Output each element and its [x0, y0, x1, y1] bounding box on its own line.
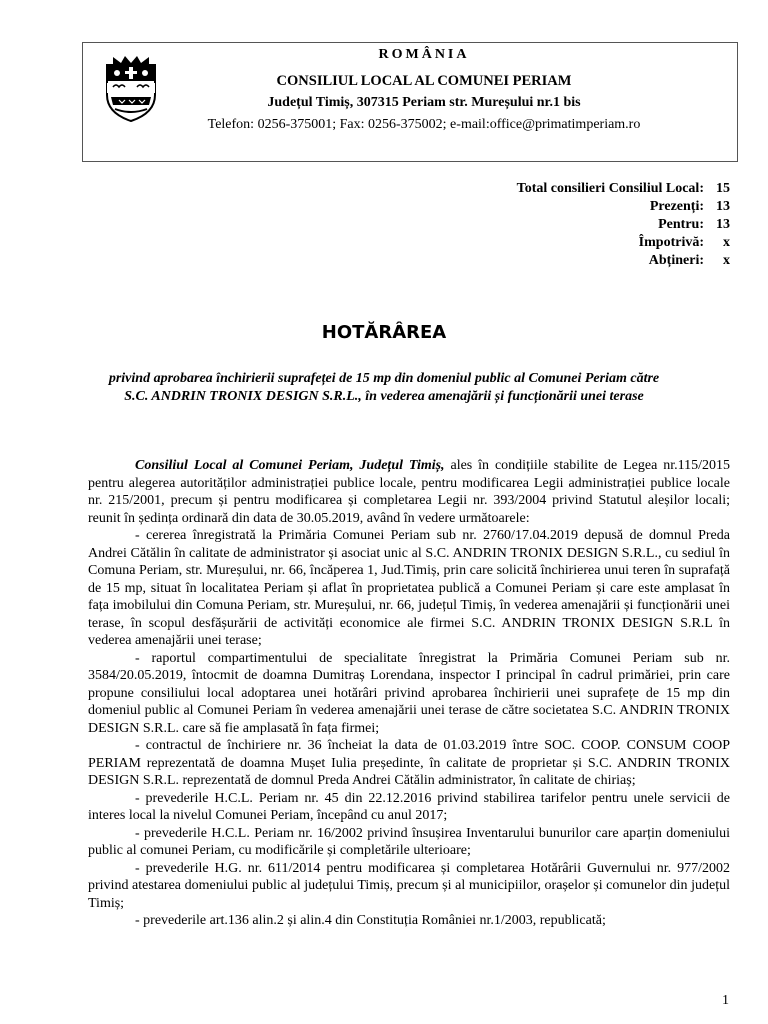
- list-item: - cererea înregistrată la Primăria Comunei Periam sub nr. 2760/17.04.2019 depusă de domnul Preda Andrei Cătălin în calitate de administrator și asociat unic al S.C. ANDRIN TRONIX DESIGN S.R.L., cu sediul în Comuna Periam, str. Mureșului, nr. 66, încăperea 1, Jud.Timiș, prin care solicită închirierea unui teren în suprafață de 15 mp, situat în localitatea Periam și aflat în proprietatea publică a Comunei Periam și care este amplasat în fața imobilului din Comuna Periam, str. Mureșului, nr. 66, județul Timiș, în vederea amenajării și funcționării unei terase, în scopul desfășurării de activități economice ale firmei S.C. ANDRIN TRONIX DESIGN S.R.L în vederea amenajării unei terase;: [88, 528, 730, 648]
- vote-row-for: [517, 216, 730, 234]
- vote-label: Total consilieri Consiliul Local:: [516, 181, 704, 196]
- vote-row-abstain: [517, 252, 730, 270]
- page-number: 1: [722, 993, 729, 1008]
- council-name: CONSILIUL LOCAL AL COMUNEI PERIAM: [276, 73, 572, 89]
- vote-value: x: [723, 235, 730, 250]
- vote-row-present: [517, 198, 730, 216]
- intro-rest: ales în condițiile stabilite de Legea nr.115/2015 pentru alegerea autorităților administrației publice locale, pentru modificarea Legii administrației publice locale nr. 215/2001, precum și pentru modificarea și completarea Legii nr. 393/2004 privind Statutul aleșilor locali; reunit în ședința ordinară din data de 30.05.2019, având în vedere următoarele:: [88, 458, 730, 526]
- list-item: - prevederile H.C.L. Periam nr. 45 din 22.12.2016 privind stabilirea tarifelor pentru unele servicii de interes local la nivelul Comunei Periam, începând cu anul 2017;: [88, 790, 730, 823]
- vote-row-total: [517, 180, 730, 198]
- vote-label: Împotrivă:: [638, 235, 704, 250]
- vote-value: x: [723, 253, 730, 268]
- vote-row-against: [517, 234, 730, 252]
- list-item: - prevederile H.G. nr. 611/2014 pentru modificarea și completarea Hotărârii Guvernului nr. 977/2002 privind atestarea domeniului public al județului Timiș, precum și al municipiilor, orașelor și comunelor din județul Timiș;: [88, 860, 730, 911]
- vote-summary: [517, 180, 730, 270]
- document-subtitle: privind aprobarea închirierii suprafeței de 15 mp din domeniul public al Comunei Periam către S.C. ANDRIN TRONIX DESIGN S.R.L., în vederea amenajării și funcționării unei terase: [108, 371, 660, 404]
- list-item: - prevederile art.136 alin.2 și alin.4 din Constituția României nr.1/2003, republicată;: [135, 913, 606, 928]
- intro-paragraph: [88, 457, 730, 527]
- vote-label: Abțineri:: [648, 253, 704, 268]
- council-address: Județul Timiș, 307315 Periam str. Mureșului nr.1 bis: [267, 95, 581, 110]
- vote-label: Prezenți:: [649, 199, 704, 214]
- document-body: [88, 457, 730, 930]
- document-title: HOTĂRÂREA: [321, 322, 447, 343]
- vote-value: 13: [716, 199, 730, 214]
- list-item: - raportul compartimentului de specialitate înregistrat la Primăria Comunei Periam sub nr. 3584/20.05.2019, întocmit de doamna Dumitraș Lorendana, inspector I principal în cadrul primăriei, prin care propune consiliului local adoptarea unei hotărâri privind aprobarea închirierii unei suprafețe de 15 mp din domeniul public al Comunei Periam în vederea amenajării unei terase de către societatea S.C. ANDRIN TRONIX DESIGN S.R.L. care să fie amplasată în fața firmei;: [88, 650, 730, 736]
- country-heading: ROMÂNIA: [378, 47, 470, 62]
- letterhead-box: [82, 42, 738, 162]
- vote-label: Pentru:: [658, 217, 704, 232]
- council-contact: Telefon: 0256-375001; Fax: 0256-375002; e-mail:office@primatimperiam.ro: [207, 117, 641, 132]
- vote-value: 15: [716, 181, 730, 196]
- list-item: - prevederile H.C.L. Periam nr. 16/2002 privind însușirea Inventarului bunurilor care aparțin domeniului public al comunei Periam, cu modificările și completările ulterioare;: [88, 825, 730, 858]
- list-item: - contractul de închiriere nr. 36 încheiat la data de 01.03.2019 între SOC. COOP. CONSUM COOP PERIAM reprezentată de doamna Mușet Iulia președinte, în calitate de proprietar și S.C. ANDRIN TRONIX DESIGN S.R.L. reprezentată de domnul Preda Andrei Cătălin administrator, în calitate de chiriaș;: [88, 738, 730, 788]
- vote-value: 13: [716, 217, 730, 232]
- intro-lead: Consiliul Local al Comunei Periam, Județul Timiș,: [135, 458, 445, 473]
